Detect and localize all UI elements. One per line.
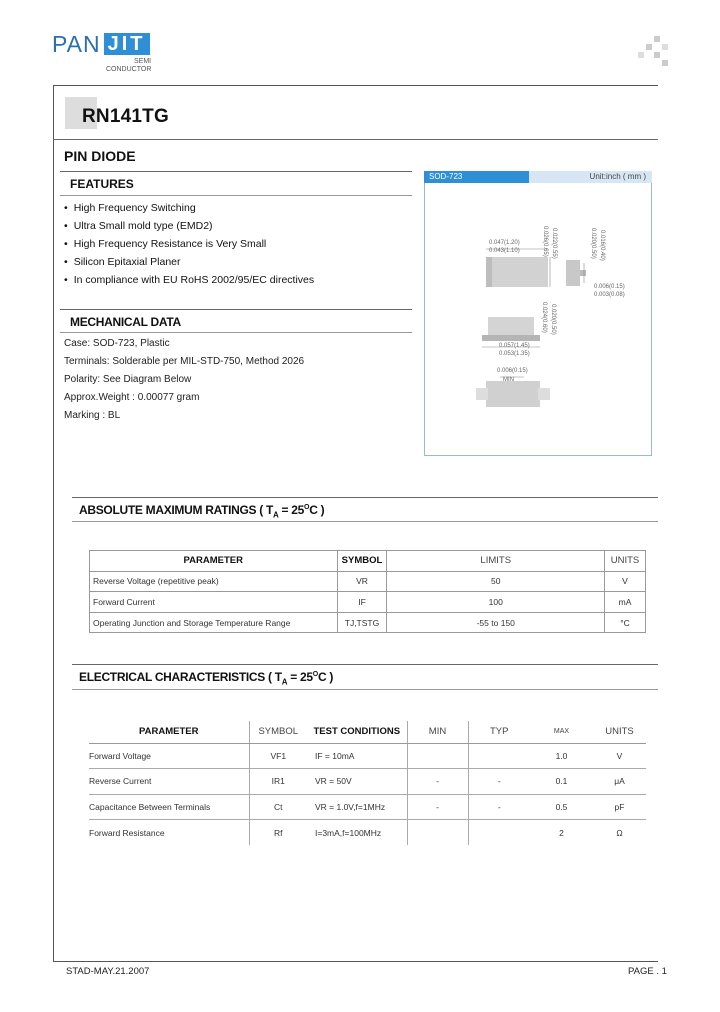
table-row xyxy=(89,794,646,820)
cell: IF = 10mA xyxy=(307,743,407,769)
cell: VR = 1.0V,f=1MHz xyxy=(307,794,407,820)
electrical-characteristics-table xyxy=(89,721,646,845)
cell: - xyxy=(468,769,530,795)
feature-item: • High Frequency Resistance is Very Small xyxy=(64,235,314,253)
dim-label: 0.016(0.40) xyxy=(599,230,605,261)
feature-item: • Silicon Epitaxial Planer xyxy=(64,253,314,271)
cell xyxy=(407,820,468,846)
logo-subtitle-semi: SEMI xyxy=(134,58,152,65)
logo-subtitle-conductor: CONDUCTOR xyxy=(106,66,152,73)
dim-label: 0.026(0.65) xyxy=(542,226,548,257)
package-unit: Unit:inch ( mm ) xyxy=(529,171,652,183)
feature-item: • High Frequency Switching xyxy=(64,199,314,217)
cell: 2 xyxy=(559,827,564,838)
column-header: SYMBOL xyxy=(337,551,387,572)
frame-left-line xyxy=(53,85,54,961)
dim-label: 0.003(0.08) xyxy=(594,292,625,298)
cell: I=3mA,f=100MHz xyxy=(315,827,382,838)
cell: VR = 50V xyxy=(307,769,407,795)
column-header: MAX xyxy=(530,721,593,743)
cell xyxy=(468,820,530,846)
mechanical-line: Terminals: Solderable per MIL-STD-750, Method 2026 xyxy=(64,356,305,367)
column-header: UNITS xyxy=(604,551,645,572)
dim-label: 0.022(0.55) xyxy=(551,228,557,259)
package-outline-drawing xyxy=(424,183,652,455)
package-footprint xyxy=(486,381,540,407)
package-name: SOD-723 xyxy=(424,171,529,183)
dim-label: 0.006(0.15) xyxy=(594,284,625,290)
column-header: PARAMETER xyxy=(89,721,249,743)
column-header: TYP xyxy=(468,721,530,743)
divider xyxy=(72,497,658,498)
column-header: SYMBOL xyxy=(249,721,307,743)
table-row xyxy=(89,769,646,795)
cell: 1.0 xyxy=(530,743,593,769)
absolute-max-ratings-table xyxy=(89,550,646,633)
column-header: MIN xyxy=(407,721,468,743)
title-rule xyxy=(53,139,658,140)
cell: - xyxy=(468,794,530,820)
cell: Reverse Voltage (repetitive peak) xyxy=(90,571,338,592)
cell: IR1 xyxy=(249,769,307,795)
package-front-view xyxy=(488,317,534,335)
divider xyxy=(60,309,412,310)
dim-label: MIN xyxy=(503,377,514,383)
mechanical-line: Case: SOD-723, Plastic xyxy=(64,338,170,349)
mechanical-heading: MECHANICAL DATA xyxy=(70,315,181,329)
cell xyxy=(407,743,468,769)
cell: Rf xyxy=(249,820,307,846)
cell: °C xyxy=(604,612,645,633)
ec-heading: ELECTRICAL CHARACTERISTICS ( $T_A = 25^OC$ ) xyxy=(79,670,334,687)
divider xyxy=(60,195,412,196)
dim-label: 0.043(1.10) xyxy=(489,248,520,254)
mechanical-line: Marking : BL xyxy=(64,410,121,421)
panjit-logo xyxy=(52,33,150,55)
mechanical-data xyxy=(64,335,304,425)
cell: Ω xyxy=(616,827,623,838)
dim-label: 0.057(1.45) xyxy=(499,343,530,349)
cell: Forward Voltage xyxy=(89,743,249,769)
dim-label: 0.006(0.15) xyxy=(497,368,528,374)
divider xyxy=(72,689,658,690)
feature-item: • In compliance with EU RoHS 2002/95/EC directives xyxy=(64,271,314,289)
column-header: LIMITS xyxy=(387,551,605,572)
cell: 100 xyxy=(387,592,605,613)
package-top-view xyxy=(486,257,548,287)
cell: μA xyxy=(593,769,646,795)
table-header-row xyxy=(89,721,646,743)
corner-decoration xyxy=(638,36,670,68)
cell: IF xyxy=(337,592,387,613)
table-row xyxy=(90,592,646,613)
column-header: TEST CONDITIONS xyxy=(307,721,407,743)
cell: V xyxy=(604,571,645,592)
cell: 0.5 xyxy=(530,794,593,820)
cell: Operating Junction and Storage Temperature Range xyxy=(90,612,338,633)
divider xyxy=(72,521,658,522)
cell: TJ,TSTG xyxy=(337,612,387,633)
part-number-title: RN141TG xyxy=(82,106,169,127)
cell: mA xyxy=(604,592,645,613)
dim-label: 0.020(0.50) xyxy=(590,228,596,259)
footer-page-number: PAGE . 1 xyxy=(628,966,667,977)
cell: - xyxy=(407,794,468,820)
cell: 0.1 xyxy=(530,769,593,795)
package-header xyxy=(424,171,652,183)
cell: Forward Current xyxy=(90,592,338,613)
cell xyxy=(468,743,530,769)
divider xyxy=(60,332,412,333)
table-row xyxy=(90,612,646,633)
feature-item: • Ultra Small mold type (EMD2) xyxy=(64,217,314,235)
table-row xyxy=(89,820,646,846)
divider xyxy=(60,171,412,172)
table-row xyxy=(89,743,646,769)
cell: Ct xyxy=(249,794,307,820)
logo-pan-text: PAN xyxy=(52,31,101,57)
cell: V xyxy=(593,743,646,769)
features-list xyxy=(64,199,314,289)
frame-top-line xyxy=(53,85,658,86)
cell: - xyxy=(407,769,468,795)
features-heading: FEATURES xyxy=(70,177,134,191)
cell: Capacitance Between Terminals xyxy=(89,794,249,820)
divider xyxy=(72,664,658,665)
cell: -55 to 150 xyxy=(387,612,605,633)
dim-label: 0.020(0.50) xyxy=(550,304,556,335)
cell: VR xyxy=(337,571,387,592)
column-header: UNITS xyxy=(593,721,646,743)
footer-doc-id: STAD-MAY.21.2007 xyxy=(66,966,150,977)
amr-heading: ABSOLUTE MAXIMUM RATINGS ( $T_A = 25^OC$ ) xyxy=(79,503,325,520)
cell: Reverse Current xyxy=(89,769,249,795)
logo-jit-text: JIT xyxy=(104,33,150,55)
device-type-subtitle: PIN DIODE xyxy=(64,148,136,164)
table-row xyxy=(90,571,646,592)
mechanical-line: Approx.Weight : 0.00077 gram xyxy=(64,392,200,403)
cell: VF1 xyxy=(249,743,307,769)
frame-bottom-line xyxy=(53,961,658,962)
package-side-view xyxy=(566,260,580,286)
column-header: PARAMETER xyxy=(90,551,338,572)
cell: Forward Resistance xyxy=(89,827,165,838)
cell: 50 xyxy=(387,571,605,592)
dim-label: 0.047(1.20) xyxy=(489,240,520,246)
dim-label: 0.053(1.35) xyxy=(499,351,530,357)
mechanical-line: Polarity: See Diagram Below xyxy=(64,374,192,385)
cell: pF xyxy=(593,794,646,820)
table-header-row xyxy=(90,551,646,572)
dim-label: 0.024(0.60) xyxy=(541,302,547,333)
